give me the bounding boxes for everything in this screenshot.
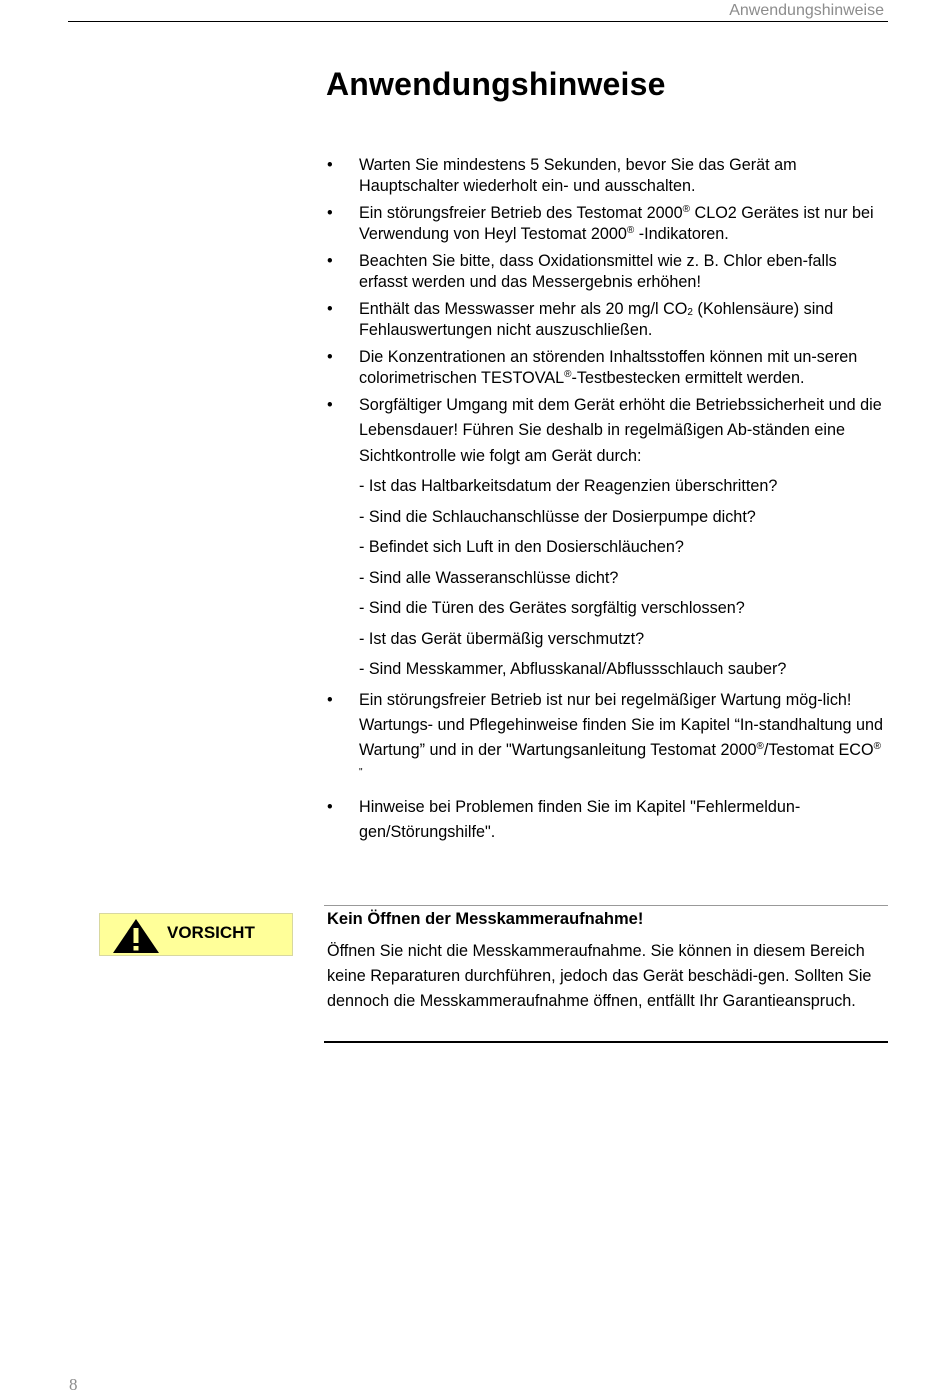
list-item-text: (Kohlensäure) sind Fehlauswertungen nicht auszuschließen. <box>359 300 834 339</box>
list-item-text: /Testomat ECO <box>763 741 874 760</box>
bullet-marker: • <box>327 156 333 174</box>
list-item-text: " <box>359 766 363 778</box>
check-item: - Ist das Gerät übermäßig verschmutzt? <box>359 629 645 648</box>
bullet-list <box>326 155 886 846</box>
bullet-marker: • <box>327 690 333 709</box>
bullet-marker: • <box>327 204 333 222</box>
check-item: - Sind Messkammer, Abflusskanal/Abflussschlauch sauber? <box>359 660 787 679</box>
list-item <box>326 347 886 389</box>
subscript: 2 <box>687 307 693 318</box>
registered-mark: ® <box>873 741 881 753</box>
list-item <box>326 795 886 846</box>
list-item-text: Warten Sie mindestens 5 Sekunden, bevor Sie das Gerät am Hauptschalter wiederholt ein- und ausschalten. <box>359 156 797 195</box>
check-item: - Ist das Haltbarkeitsdatum der Reagenzien überschritten? <box>359 477 778 496</box>
list-item-text: Enthält das Messwasser mehr als 20 mg/l CO <box>359 300 688 318</box>
page-title: Anwendungshinweise <box>326 66 666 102</box>
check-item: - Sind die Schlauchanschlüsse der Dosierpumpe dicht? <box>359 507 756 526</box>
bullet-marker: • <box>327 300 333 318</box>
caution-heading: Kein Öffnen der Messkammeraufnahme! <box>327 910 644 928</box>
registered-mark: ® <box>564 369 572 380</box>
page-number: 8 <box>69 1375 78 1394</box>
list-item-text: CLO2 Gerätes ist nur bei Verwendung von Heyl Testomat 2000 <box>359 204 874 243</box>
list-item <box>326 203 886 245</box>
caution-content <box>324 905 888 1043</box>
list-item <box>326 299 886 341</box>
check-item: - Sind alle Wasseranschlüsse dicht? <box>359 568 619 587</box>
list-item-text: Hinweise bei Problemen finden Sie im Kapitel "Fehlermeldun-gen/Störungshilfe". <box>359 798 801 842</box>
running-header-title: Anwendungshinweise <box>729 2 884 19</box>
list-item-text: Die Konzentrationen an störenden Inhaltsstoffen können mit un-seren colorimetrischen TESTOVAL <box>359 348 858 387</box>
registered-mark: ® <box>682 204 691 215</box>
caution-label: VORSICHT <box>167 923 255 942</box>
caution-box <box>99 913 293 956</box>
warning-triangle-icon <box>112 918 160 954</box>
check-item: - Sind die Türen des Gerätes sorgfältig verschlossen? <box>359 599 745 618</box>
list-item-text: Beachten Sie bitte, dass Oxidationsmittel wie z. B. Chlor eben-falls erfasst werden und das Messergebnis erhöhen! <box>359 252 837 291</box>
running-header <box>68 0 888 22</box>
registered-mark: ® <box>756 741 764 753</box>
bullet-marker: • <box>327 252 333 270</box>
registered-mark: ® <box>626 225 635 236</box>
list-item <box>326 251 886 293</box>
list-item-text: Sorgfältiger Umgang mit dem Gerät erhöht die Betriebssicherheit und die Lebensdauer! Führen Sie deshalb in regelmäßigen Ab-ständen eine Sichtkontrolle wie folgt am Gerät durch: <box>359 396 882 465</box>
bullet-marker: • <box>327 798 333 817</box>
list-item <box>326 393 886 469</box>
caution-text: Öffnen Sie nicht die Messkammeraufnahme. Sie können in diesem Bereich keine Reparaturen durchführen, jedoch das Gerät beschädi-gen. Sollten Sie dennoch die Messkammeraufnahme öffnen, entfällt Ihr Garantieanspruch. <box>327 942 872 1011</box>
list-item-text: Ein störungsfreier Betrieb des Testomat 2000 <box>359 204 683 222</box>
list-item-text: Ein störungsfreier Betrieb ist nur bei regelmäßiger Wartung mög-lich! Wartungs- und Pflegehinweise finden Sie im Kapitel “In-standhaltung und Wartung” und in der "Wartungsanleitung Testomat 2000 <box>359 690 884 760</box>
list-item-text: -Testbestecken ermittelt werden. <box>571 369 805 387</box>
bullet-marker: • <box>327 348 333 366</box>
list-item-text: -Indikatoren. <box>634 225 729 243</box>
list-item <box>326 688 886 789</box>
list-item <box>326 155 886 197</box>
check-item: - Befindet sich Luft in den Dosierschläuchen? <box>359 538 684 557</box>
bullet-marker: • <box>327 396 333 414</box>
